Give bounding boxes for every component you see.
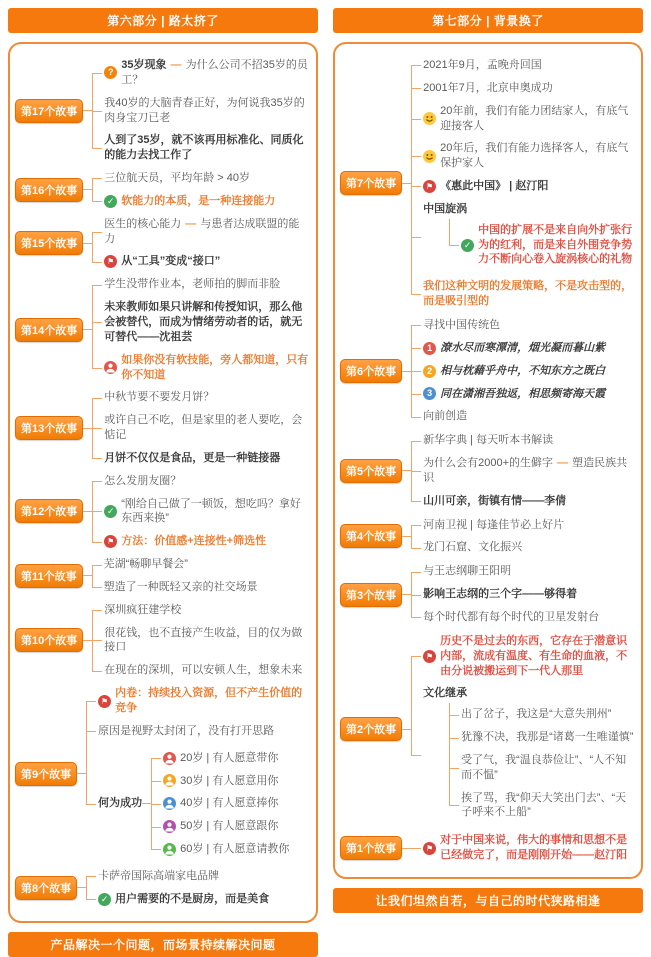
- flag-marker-icon: ⚑: [423, 180, 436, 193]
- smiley-icon: [423, 112, 436, 125]
- story-label: 第6个故事: [340, 359, 402, 383]
- map-node-text: 与王志纲聊王阳明: [423, 565, 512, 578]
- story-label: 第10个故事: [15, 628, 83, 652]
- map-node: [92, 553, 310, 576]
- branch-line: [83, 329, 92, 330]
- map-node-text: 山川可亲，街镇有情——李倩: [423, 494, 567, 507]
- story-label: 第15个故事: [15, 231, 83, 255]
- map-node: [411, 405, 635, 428]
- map-node: [92, 190, 310, 213]
- story-group: [340, 54, 635, 313]
- branch-line: [77, 773, 86, 774]
- branch-line: [83, 243, 92, 244]
- branch-line: [402, 594, 411, 595]
- map-node-text: 学生没带作业本，老师拍的脚而非脸: [104, 278, 281, 291]
- map-node-text: 犹豫不决，我那是“诸葛一生唯谨慎”: [461, 731, 634, 744]
- map-node: [92, 349, 310, 387]
- map-node: [86, 743, 310, 865]
- map-node-text: 怎么发朋友圈？: [104, 474, 182, 487]
- story-group: [15, 213, 310, 274]
- branch-line: [402, 371, 411, 372]
- map-node: [449, 726, 635, 749]
- map-node-text: 50岁 | 有人愿意跟你: [180, 820, 279, 833]
- map-node: [411, 536, 635, 559]
- branch-line: [77, 887, 86, 888]
- map-node: [411, 429, 635, 452]
- map-node-text: 方法：价值感+连接性+筛选性: [121, 535, 267, 548]
- map-node: [92, 470, 310, 493]
- map-node-text: 文化继承: [423, 687, 468, 700]
- story-label: 第7个故事: [340, 171, 402, 195]
- map-node-text: 20岁 | 有人愿意带你: [180, 751, 279, 764]
- question-icon: ?: [104, 66, 117, 79]
- branch-line: [402, 729, 411, 730]
- right-section-header: 第七部分 | 背景换了: [333, 8, 643, 33]
- map-node-text: 影响王志纲的三个字——够得着: [423, 588, 578, 601]
- check-icon: ✓: [461, 239, 474, 252]
- story-label: 第4个故事: [340, 524, 402, 548]
- map-node: [411, 337, 635, 360]
- map-node: [411, 275, 635, 313]
- map-node: [411, 630, 635, 683]
- map-node: [92, 54, 310, 92]
- map-node: [92, 530, 310, 553]
- map-node-text: 20年前，我们有能力团结家人，有底气迎接客人: [440, 104, 629, 132]
- map-node: [411, 490, 635, 513]
- map-node: [411, 77, 635, 100]
- branch-line: [83, 511, 92, 512]
- map-node: [92, 659, 310, 682]
- map-node-text: 医生的核心能力 — 与患者达成联盟的能力: [104, 217, 300, 245]
- flag-marker-icon: ⚑: [104, 255, 117, 268]
- map-node-text: 龙门石窟、文化振兴: [423, 541, 523, 554]
- map-node: [449, 219, 635, 272]
- map-node-text: 受了气，我“温良恭俭让”、“人不知而不愠”: [461, 753, 627, 781]
- map-node: [411, 383, 635, 406]
- left-section-footer: 产品解决一个问题，而场景持续解决问题: [8, 932, 318, 957]
- map-node: [449, 749, 635, 787]
- map-node-text: “刚给自己做了一顿饭，想吃吗？拿好东西来换”: [121, 497, 301, 525]
- map-node: [449, 703, 635, 726]
- map-node: [86, 865, 310, 888]
- map-node: [411, 54, 635, 77]
- branch-line: [402, 848, 411, 849]
- map-node-text: 对于中国来说，伟大的事情和思想不是已经做完了，而是刚刚开始——赵汀阳: [440, 834, 628, 862]
- map-node: [86, 888, 310, 911]
- map-node-text: 同在潇湘吾独返，相思频寄海天霞: [440, 387, 606, 400]
- story-label: 第14个故事: [15, 318, 83, 342]
- map-node: [92, 386, 310, 409]
- map-node: [151, 770, 289, 793]
- check-icon: ✓: [104, 505, 117, 518]
- number-3-icon: 3: [423, 387, 436, 400]
- map-node-text: 内卷：持续投入资源，但不产生价值的竞争: [115, 687, 303, 714]
- map-node-text: 如果你没有软技能，旁人都知道，只有你不知道: [121, 353, 309, 381]
- map-node: [92, 273, 310, 296]
- story-group: [15, 167, 310, 213]
- map-node-text: 为什么会有2000+的生僻字 — 塑造民族共识: [423, 457, 628, 484]
- map-node: [151, 747, 289, 770]
- map-node-text: 《惠此中国》 | 赵汀阳: [440, 180, 549, 193]
- map-node-text: 河南卫视 | 每逢佳节必上好片: [423, 518, 565, 531]
- map-node-text: 出了岔子，我这是“大意失荆州”: [461, 708, 612, 721]
- map-node-text: 30岁 | 有人愿意用你: [180, 774, 279, 787]
- map-node: [92, 447, 310, 470]
- map-node: [411, 137, 635, 175]
- story-group: [340, 560, 635, 629]
- map-node: [411, 360, 635, 383]
- map-node-text: 很花钱，也不直接产生收益，目的仅为做接口: [104, 626, 303, 654]
- branch-line: [83, 110, 92, 111]
- map-node-text: 60岁 | 有人愿意请教你: [180, 843, 290, 856]
- branch-line: [83, 189, 92, 190]
- map-node: [92, 250, 310, 273]
- branch-line: [83, 640, 92, 641]
- map-node-text: 新华字典 | 每天听本书解读: [423, 434, 554, 447]
- map-node-text: 中国旋涡: [423, 202, 468, 215]
- map-node-text: 20年后，我们有能力选择客人，有底气保护家人: [440, 142, 629, 170]
- map-node: [92, 409, 310, 447]
- map-node: [92, 92, 310, 130]
- person-icon: [163, 797, 176, 810]
- map-node-text: 挨了骂，我“仰天大笑出门去”、“天子呼来不上船”: [461, 791, 627, 819]
- story-group: [340, 514, 635, 560]
- story-group: [15, 865, 310, 911]
- map-node: [92, 296, 310, 349]
- map-node-text: 原因是视野太封闭了，没有打开思路: [98, 724, 275, 737]
- check-icon: ✓: [98, 893, 111, 906]
- map-node: [151, 792, 289, 815]
- person-icon: [163, 752, 176, 765]
- map-node-text: 月饼不仅仅是食品，更是一种链接器: [104, 451, 281, 464]
- map-node: [151, 815, 289, 838]
- story-group: [15, 386, 310, 469]
- map-node-text: 相与枕藉乎舟中，不知东方之既白: [440, 364, 606, 377]
- map-node: [411, 829, 635, 867]
- map-node-text: 从“工具”变成“接口”: [121, 255, 221, 268]
- map-node-text: 芜湖“畅聊早餐会”: [103, 558, 188, 571]
- story-group: [15, 273, 310, 386]
- map-node-text: 用户需要的不是厨房，而是美食: [115, 892, 270, 905]
- story-label: 第11个故事: [15, 564, 83, 588]
- branch-line: [402, 183, 411, 184]
- map-node: [411, 198, 635, 275]
- branch-line: [83, 575, 92, 576]
- smiley-icon: [423, 150, 436, 163]
- story-group: [15, 54, 310, 167]
- story-group: [15, 599, 310, 682]
- map-node-text: 深圳疯狂建学校: [104, 603, 182, 616]
- person-icon: [104, 361, 117, 374]
- map-node-text: 2001年7月，北京申奥成功: [423, 81, 553, 94]
- flag-marker-icon: ⚑: [423, 650, 436, 663]
- map-node: [411, 514, 635, 537]
- map-node-text: 历史不是过去的东西，它存在于潜意识内部，流成有温度、有生命的血液，不由分说被搬运到下一代人那里: [440, 634, 628, 677]
- map-node-text: 塑造了一种既轻又亲的社交场景: [103, 580, 258, 593]
- left-mindmap-panel: [8, 42, 318, 923]
- map-node-text: 每个时代都有每个时代的卫星发射台: [423, 611, 600, 623]
- story-group: [15, 682, 310, 865]
- map-node-text: 我40岁的大脑青春正好，为何说我35岁的肉身宝刀已老: [104, 96, 305, 124]
- map-node: [86, 720, 310, 743]
- map-node-text: 寻找中国传统色: [423, 318, 501, 331]
- map-node-text: 2021年9月，孟晚舟回国: [423, 59, 542, 71]
- right-column: [333, 8, 643, 913]
- branch-line: [402, 470, 411, 471]
- branch-line: [402, 536, 411, 537]
- map-node-text: 潦水尽而寒潭清，烟光凝而暮山紫: [440, 341, 606, 354]
- person-icon: [163, 774, 176, 787]
- story-label: 第2个故事: [340, 717, 402, 741]
- map-node: [411, 560, 635, 583]
- map-node: [411, 452, 635, 490]
- map-node: [411, 314, 635, 337]
- story-group: [15, 553, 310, 599]
- person-icon: [163, 843, 176, 856]
- story-label: 第9个故事: [15, 762, 77, 786]
- map-node: [86, 682, 310, 720]
- flag-marker-icon: ⚑: [104, 535, 117, 548]
- map-node: [92, 576, 310, 599]
- story-label: 第13个故事: [15, 416, 83, 440]
- map-node-text: 中秋节要不要发月饼？: [104, 391, 215, 404]
- right-mindmap-panel: [333, 42, 643, 879]
- story-group: [340, 630, 635, 828]
- right-section-footer: 让我们坦然自若，与自己的时代狭路相逢: [333, 888, 643, 913]
- number-1-icon: 1: [423, 342, 436, 355]
- left-column: [8, 8, 318, 952]
- map-node: [449, 787, 635, 825]
- map-node-text: 人到了35岁，就不该再用标准化、同质化的能力去找工作了: [104, 134, 304, 162]
- story-label: 第3个故事: [340, 583, 402, 607]
- map-node-text: 35岁现象 — 为什么公司不招35岁的员工？: [121, 59, 308, 86]
- map-node-text: 何为成功: [98, 797, 143, 810]
- map-node: [92, 599, 310, 622]
- map-node-text: 40岁 | 有人愿意捧你: [180, 797, 279, 810]
- story-label: 第12个故事: [15, 499, 83, 523]
- map-node: [92, 167, 310, 190]
- map-node-text: 或许自己不吃，但是家里的老人要吃，会惦记: [104, 414, 303, 442]
- map-node-text: 在现在的深圳，可以安顿人生，想象未来: [104, 664, 303, 677]
- story-group: [15, 470, 310, 553]
- map-node-text: 软能力的本质，是一种连接能力: [121, 194, 276, 207]
- map-node-text: 向前创造: [423, 410, 468, 423]
- left-section-header: 第六部分 | 路太挤了: [8, 8, 318, 33]
- map-node: [411, 175, 635, 198]
- story-label: 第1个故事: [340, 836, 402, 860]
- check-icon: ✓: [104, 195, 117, 208]
- map-node-text: 我们这种文明的发展策略，不是攻击型的，而是吸引型的: [423, 280, 633, 308]
- map-node-text: 未来教师如果只讲解和传授知识，那么他会被替代，而成为情绪劳动者的话，就无可替代——沈祖芸: [104, 301, 303, 343]
- map-node: [92, 493, 310, 531]
- map-node: [411, 682, 635, 828]
- map-node: [411, 583, 635, 606]
- story-label: 第5个故事: [340, 459, 402, 483]
- map-node: [151, 838, 289, 861]
- number-2-icon: 2: [423, 365, 436, 378]
- map-node: [92, 622, 310, 660]
- branch-line: [83, 428, 92, 429]
- story-label: 第16个故事: [15, 178, 83, 202]
- flag-marker-icon: ⚑: [98, 695, 111, 708]
- story-group: [340, 829, 635, 867]
- map-node: [411, 100, 635, 138]
- person-icon: [163, 820, 176, 833]
- story-group: [340, 314, 635, 428]
- story-label: 第17个故事: [15, 99, 83, 123]
- story-group: [340, 429, 635, 512]
- flag-marker-icon: ⚑: [423, 842, 436, 855]
- story-label: 第8个故事: [15, 876, 77, 900]
- map-node-text: 中国的扩展不是来自向外扩张行为的红利，而是来自外围竞争势力不断向心卷入旋涡核心的礼物: [478, 223, 633, 266]
- map-node: [92, 213, 310, 251]
- map-node: [92, 129, 310, 167]
- branch-line: [142, 803, 151, 804]
- map-node-text: 卡萨帝国际高端家电品牌: [98, 869, 220, 882]
- map-node: [411, 606, 635, 629]
- map-node-text: 三位航天员，平均年龄 > 40岁: [104, 172, 251, 185]
